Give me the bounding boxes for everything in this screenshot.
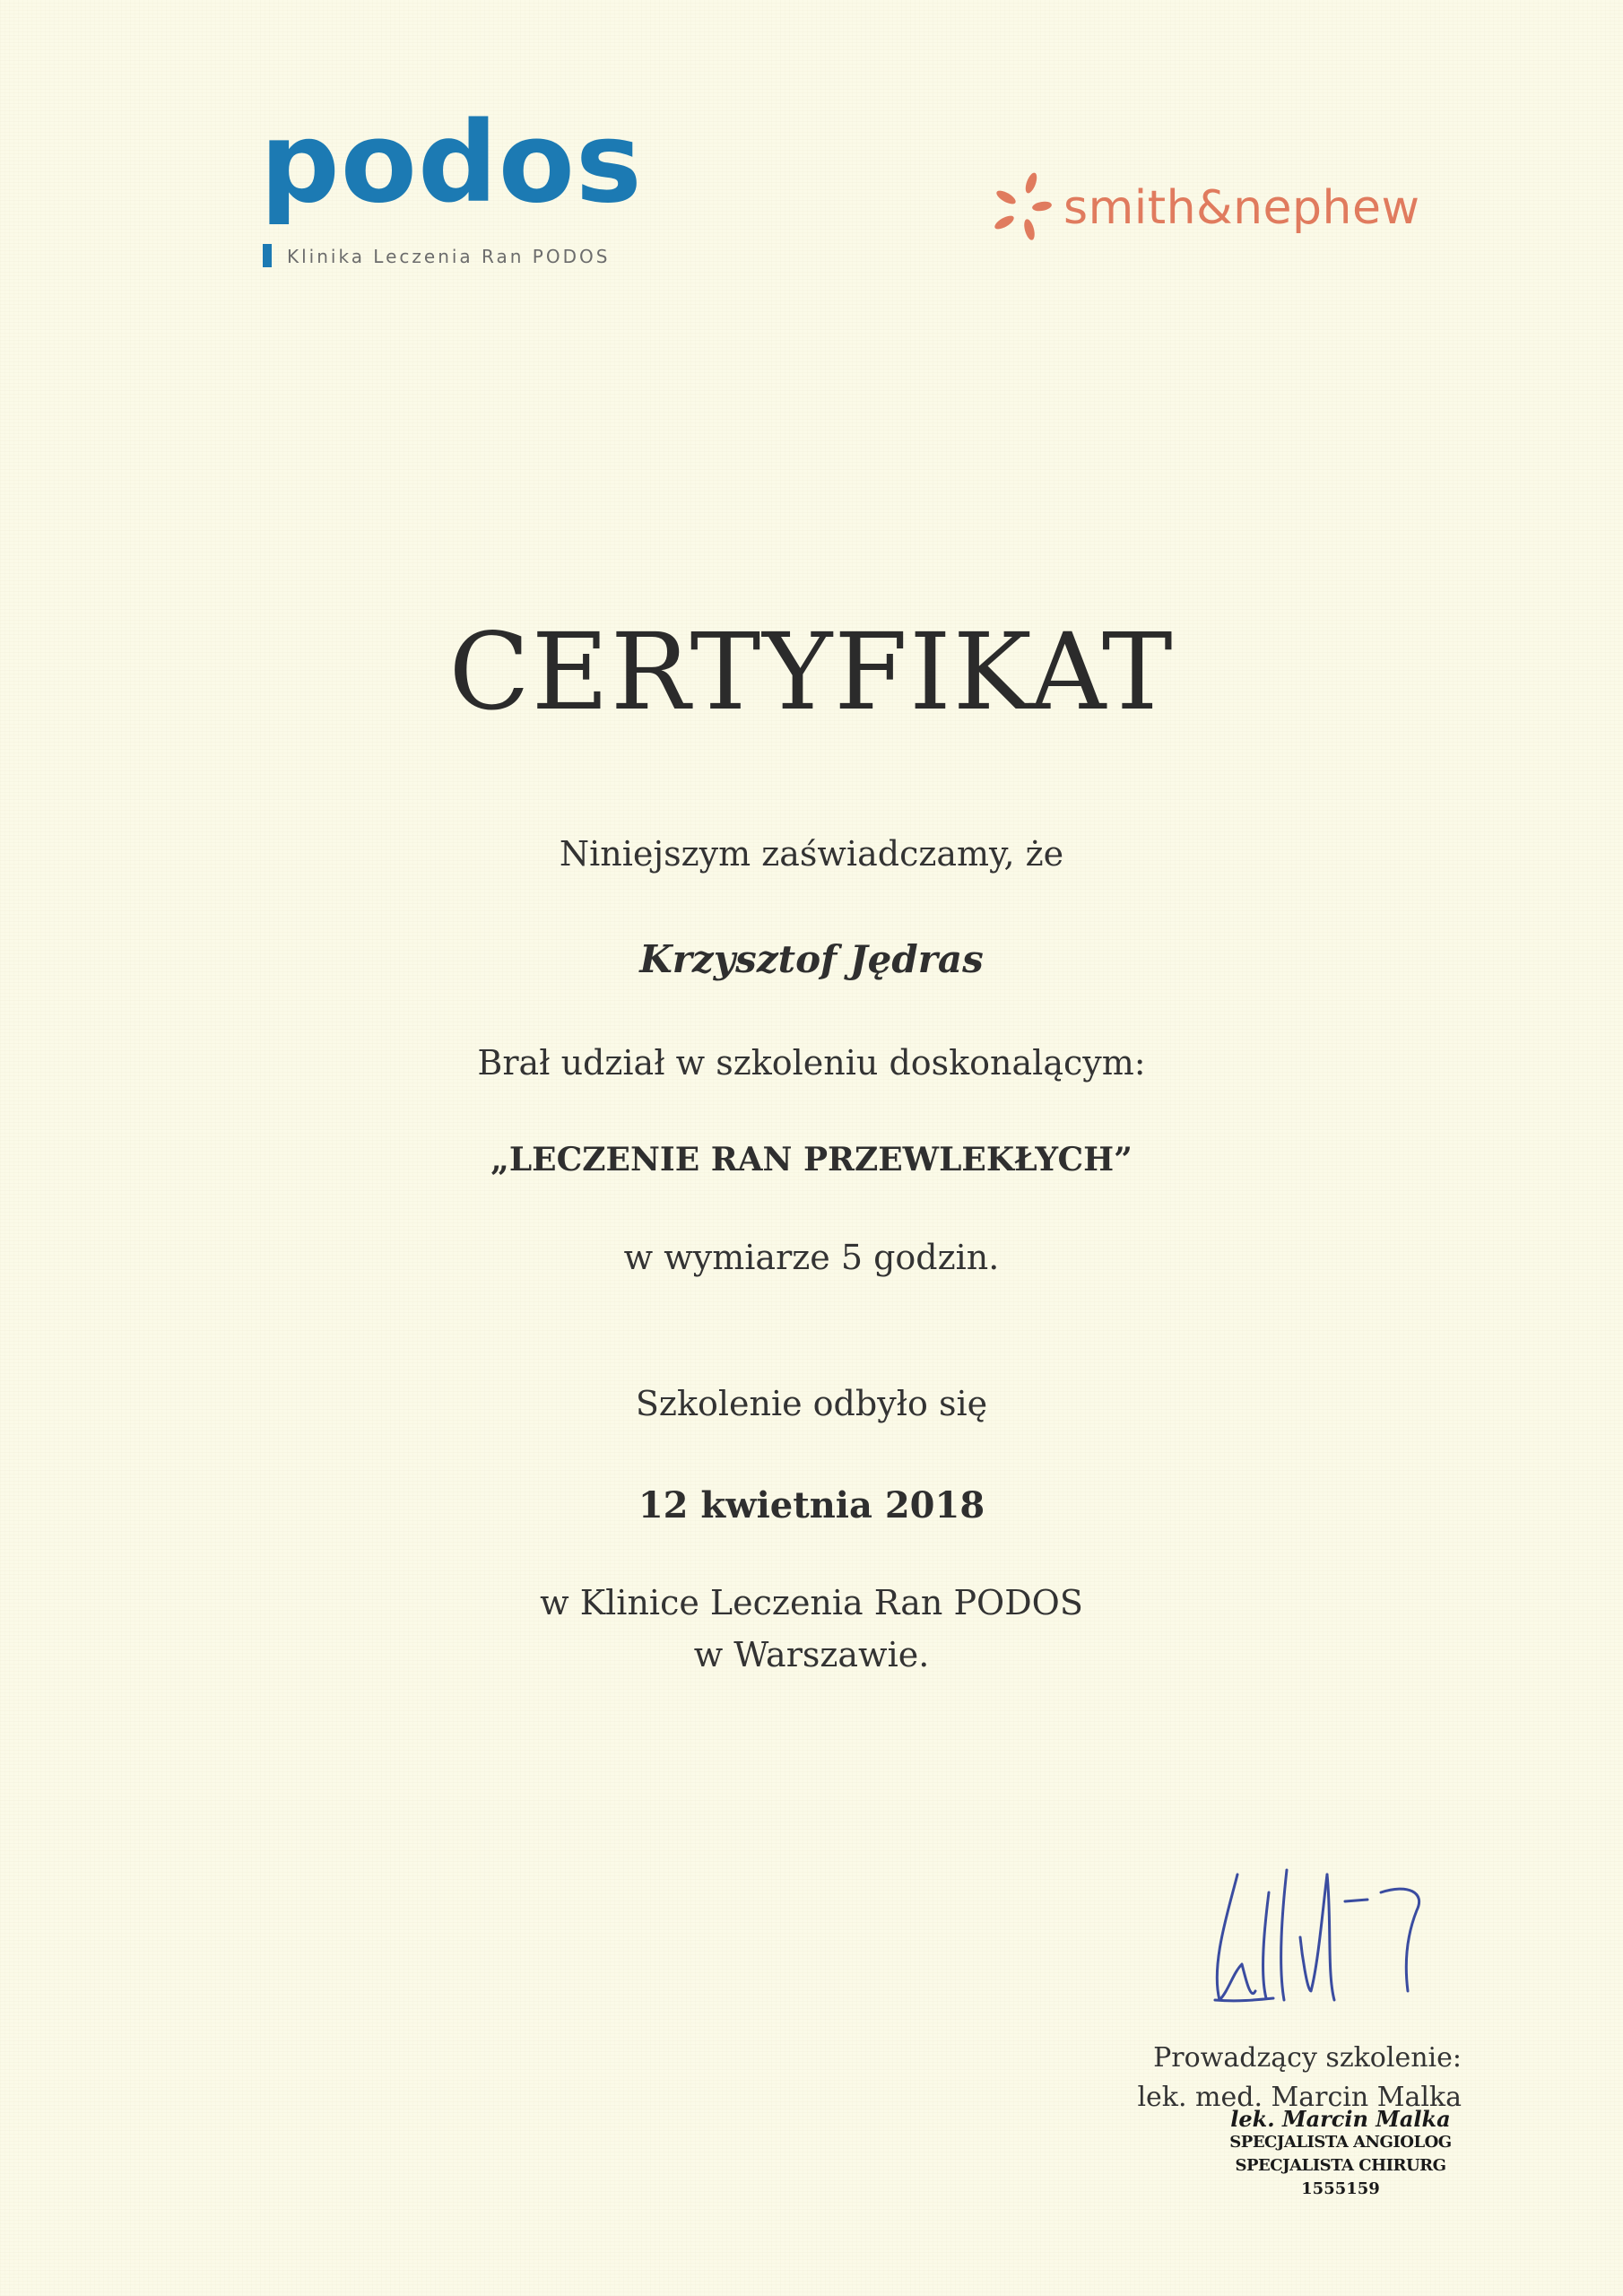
place-line-2: w Warszawie. xyxy=(693,1635,930,1674)
place-line-1: w Klinice Leczenia Ran PODOS xyxy=(540,1583,1083,1622)
podos-logo xyxy=(260,99,643,278)
certificate-title: CERTYFIKAT xyxy=(448,610,1175,734)
doctor-stamp xyxy=(1206,2108,1475,2215)
stamp-line-3: SPECJALISTA CHIRURG xyxy=(1235,2156,1446,2175)
stamp-line-4: 1555159 xyxy=(1301,2179,1380,2198)
signatory-role: Prowadzący szkolenie: xyxy=(1153,2042,1462,2074)
smith-nephew-logo xyxy=(986,170,1471,251)
participation-text: Brał udział w szkoleniu doskonalącym: xyxy=(477,1043,1146,1083)
stamp-line-1: lek. Marcin Malka xyxy=(1230,2106,1451,2132)
smith-nephew-wordmark: smith&nephew xyxy=(1063,181,1420,235)
stamp-line-2: SPECJALISTA ANGIOLOG xyxy=(1229,2133,1452,2152)
intro-text: Niniejszym zaświadczamy, że xyxy=(559,834,1064,874)
course-date: 12 kwietnia 2018 xyxy=(638,1484,985,1526)
smith-nephew-star-icon xyxy=(986,170,1058,251)
handwritten-signature xyxy=(1202,1857,1435,2027)
course-title: „LECZENIE RAN PRZEWLEKŁYCH” xyxy=(490,1141,1133,1178)
podos-wordmark: podos xyxy=(260,99,643,228)
signatory-name: lek. med. Marcin Malka xyxy=(1137,2082,1462,2113)
duration-text: w wymiarze 5 godzin. xyxy=(623,1238,1000,1277)
podos-logo-bar xyxy=(263,244,272,267)
podos-subtitle: Klinika Leczenia Ran PODOS xyxy=(287,246,611,267)
recipient-name: Krzysztof Jędras xyxy=(639,937,984,981)
held-text: Szkolenie odbyło się xyxy=(635,1384,988,1423)
